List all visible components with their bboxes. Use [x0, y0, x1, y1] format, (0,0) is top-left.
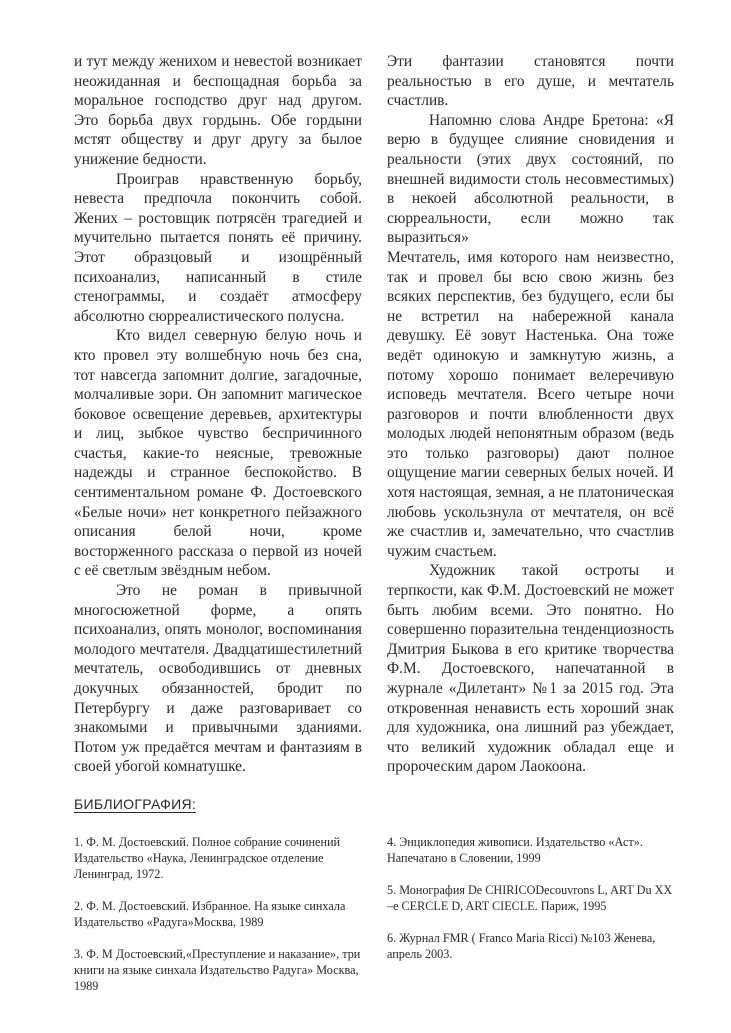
paragraph: Мечтатель, имя которого нам неизвестно, так и провел бы всю свою жизнь без всяких перспектив, без будущего, если бы не встретил на набережной канала девушку. Её зовут Настенька. Она тоже ведёт одинокую и замкнутую жизнь, а потому хорошо понимает велеречивую исповедь мечтателя. Всего четыре ночи разговоров и почти влюбленности двух молодых людей непонятным образом (ведь это только разговоры) дают полное ощущение магии северных белых ночей. И хотя настоящая, земная, а не платоническая любовь ускользнула от мечтателя, он всё же счастлив и, замечательно, что счастлив чужим счастьем.: [387, 248, 674, 560]
bibliography-heading: БИБЛИОГРАФИЯ:: [74, 796, 197, 812]
bibliography-entry: 2. Ф. М. Достоевский. Избранное. На языке синхала Издательство «Радуга»Москва, 1989: [74, 899, 346, 929]
article-right-column: [387, 52, 674, 777]
paragraph: Кто видел северную белую ночь и кто провел эту волшебную ночь без сна, тот навсегда запомнит долгие, загадочные, молчаливые зори. Он запомнит магическое боковое освещение деревьев, архитектуры и лиц, зыбкое чувство беспричинного счастья, какие-то неясные, тревожные надежды и странное беспокойство. В сентиментальном романе Ф. Достоевского «Белые ночи» нет конкретного пейзажного описания белой ночи, кроме восторженного рассказа о первой из ночей с её светлым звёздным небом.: [74, 327, 362, 580]
bibliography-left-column: [74, 834, 364, 1010]
paragraph: Это не роман в привычной многосюжетной форме, а опять психоанализ, опять монолог, воспоминания молодого мечтателя. Двадцатишестилетний мечтатель, освободившись от дневных докучных обязанностей, бродит по Петербургу и даже разговаривает со знакомыми и привычными зданиями. Потом уж предаётся мечтам и фантазиям в своей убогой комнатушке.: [74, 582, 362, 776]
bibliography-entry: 5. Монография De CHIRICODecouvrons L, ART Du XX –e CERCLE D, ART CIECLE. Париж, 1995: [387, 883, 673, 913]
paragraph: Напомню слова Андре Бретона: «Я верю в будущее слияние сновидения и реальности (этих двух состояний, по внешней видимости столь несовместимых) в некоей абсолютной реальности, в сюрреальности, если можно так выразиться»: [387, 111, 674, 247]
paragraph: Художник такой остроты и терпкости, как Ф.М. Достоевский не может быть любим всеми. Это понятно. Но совершенно поразительна тенденциозность Дмитрия Быкова в его критике творчества Ф.М. Достоевского, напечатанной в журнале «Дилетант» №1 за 2015 год. Эта откровенная ненависть есть хороший знак для художника, она лишний раз убеждает, что великий художник обладал еще и пророческим даром Лаокоона.: [387, 562, 674, 776]
bibliography-entry: 6. Журнал FMR ( Franco Maria Ricci) №103 Женева, апрель 2003.: [387, 931, 656, 961]
bibliography-entry: 3. Ф. М Достоевский,«Преступление и наказание», три книги на языке синхала Издательство Радуга» Москва, 1989: [74, 947, 361, 993]
paragraph: Эти фантазии становятся почти реальностью в его душе, и мечтатель счастлив.: [387, 53, 674, 110]
paragraph: Проиграв нравственную борьбу, невеста предпочла покончить собой. Жених – ростовщик потрясён трагедией и мучительно пытается понять её причину. Этот образцовый и изощрённый психоанализ, написанный в стиле стенограммы, и создаёт атмосферу абсолютно сюрреалистического полусна.: [74, 170, 362, 325]
bibliography-entry: 1. Ф. М. Достоевский. Полное собрание сочинений Издательство «Наука, Ленинградское отделение Ленинград, 1972.: [74, 835, 341, 881]
bibliography-entry: 4. Энциклопедия живописи. Издательство «Аст». Напечатано в Словении, 1999: [387, 835, 643, 865]
bibliography-right-column: [387, 834, 677, 978]
article-left-column: [74, 52, 362, 777]
paragraph: и тут между женихом и невестой возникает неожиданная и беспощадная борьба за моральное господство друг над другом. Это борьба двух гордынь. Обе гордыни мстят обществу и друг другу за былое унижение бедности.: [74, 53, 362, 168]
